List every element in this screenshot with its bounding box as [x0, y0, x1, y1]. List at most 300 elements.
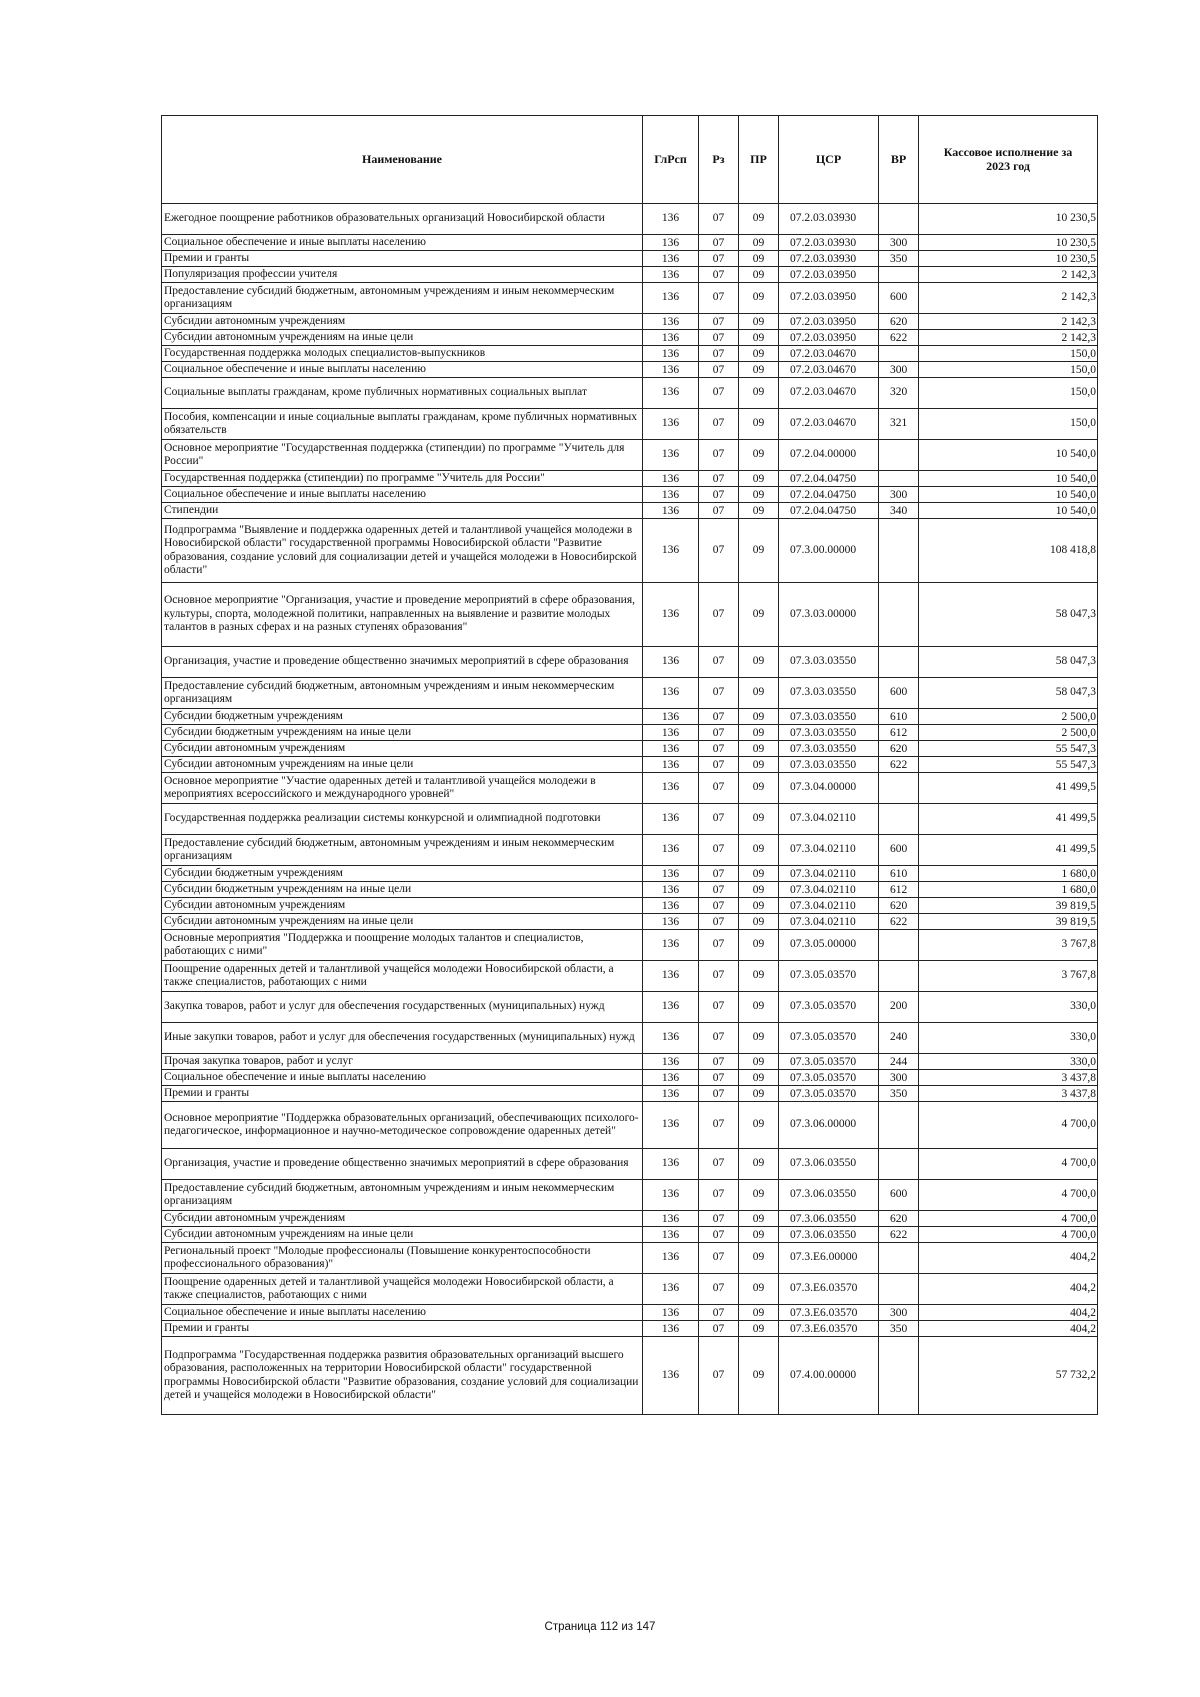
cell-csr: 07.4.00.00000: [779, 1337, 879, 1415]
cell-vr: 300: [879, 235, 919, 251]
table-row: [162, 1086, 1098, 1102]
cell-rz: 07: [699, 1023, 739, 1054]
cell-rz: 07: [699, 440, 739, 471]
cell-amount: 10 230,5: [919, 251, 1098, 267]
cell-pr: 09: [739, 961, 779, 992]
cell-vr: [879, 930, 919, 961]
cell-amount: 330,0: [919, 992, 1098, 1023]
cell-amount: 2 142,3: [919, 314, 1098, 330]
cell-vr: [879, 346, 919, 362]
cell-rz: 07: [699, 804, 739, 835]
cell-amount: 150,0: [919, 378, 1098, 409]
cell-pr: 09: [739, 1102, 779, 1149]
cell-amount: 404,2: [919, 1305, 1098, 1321]
cell-name: Субсидии бюджетным учреждениям на иные цели: [162, 725, 643, 741]
cell-amount: 330,0: [919, 1054, 1098, 1070]
cell-name: Популяризация профессии учителя: [162, 267, 643, 283]
cell-pr: 09: [739, 773, 779, 804]
cell-vr: 321: [879, 409, 919, 440]
cell-amount: 10 540,0: [919, 471, 1098, 487]
cell-pr: 09: [739, 1149, 779, 1180]
cell-csr: 07.3.05.03570: [779, 1086, 879, 1102]
cell-glrsp: 136: [643, 1274, 699, 1305]
cell-name: Основные мероприятия "Поддержка и поощрение молодых талантов и специалистов, работающих с ними": [162, 930, 643, 961]
cell-name: Основное мероприятие "Участие одаренных детей и талантливой учащейся молодежи в мероприятиях всероссийского и международного уровней": [162, 773, 643, 804]
cell-rz: 07: [699, 1337, 739, 1415]
cell-rz: 07: [699, 835, 739, 866]
cell-name: Поощрение одаренных детей и талантливой учащейся молодежи Новосибирской области, а также специалистов, работающих с ними: [162, 961, 643, 992]
cell-vr: 200: [879, 992, 919, 1023]
cell-rz: 07: [699, 471, 739, 487]
cell-pr: 09: [739, 804, 779, 835]
cell-csr: 07.3.03.03550: [779, 647, 879, 678]
cell-amount: 1 680,0: [919, 882, 1098, 898]
cell-glrsp: 136: [643, 1149, 699, 1180]
cell-amount: 3 437,8: [919, 1086, 1098, 1102]
cell-glrsp: 136: [643, 1227, 699, 1243]
table-row: [162, 267, 1098, 283]
cell-rz: 07: [699, 898, 739, 914]
cell-pr: 09: [739, 251, 779, 267]
cell-glrsp: 136: [643, 1211, 699, 1227]
cell-amount: 10 540,0: [919, 440, 1098, 471]
table-row: [162, 1070, 1098, 1086]
cell-amount: 330,0: [919, 1023, 1098, 1054]
cell-vr: [879, 440, 919, 471]
cell-pr: 09: [739, 346, 779, 362]
cell-amount: 2 500,0: [919, 709, 1098, 725]
cell-glrsp: 136: [643, 362, 699, 378]
cell-rz: 07: [699, 1070, 739, 1086]
cell-csr: 07.3.04.02110: [779, 835, 879, 866]
cell-amount: 404,2: [919, 1321, 1098, 1337]
cell-glrsp: 136: [643, 757, 699, 773]
table-row: [162, 503, 1098, 519]
table-row: [162, 725, 1098, 741]
cell-csr: 07.2.03.04670: [779, 346, 879, 362]
table-row: [162, 898, 1098, 914]
cell-amount: 58 047,3: [919, 678, 1098, 709]
cell-name: Предоставление субсидий бюджетным, автономным учреждениям и иным некоммерческим организациям: [162, 835, 643, 866]
cell-pr: 09: [739, 583, 779, 647]
cell-rz: 07: [699, 930, 739, 961]
cell-csr: 07.2.03.03950: [779, 314, 879, 330]
cell-rz: 07: [699, 283, 739, 314]
cell-amount: 108 418,8: [919, 519, 1098, 583]
cell-glrsp: 136: [643, 804, 699, 835]
header-amount: [919, 116, 1098, 204]
cell-csr: 07.3.04.02110: [779, 914, 879, 930]
cell-csr: 07.2.03.03930: [779, 235, 879, 251]
table-row: [162, 1149, 1098, 1180]
cell-vr: 600: [879, 835, 919, 866]
cell-glrsp: 136: [643, 1102, 699, 1149]
cell-rz: 07: [699, 1243, 739, 1274]
cell-pr: 09: [739, 314, 779, 330]
table-row: [162, 930, 1098, 961]
cell-amount: 2 142,3: [919, 267, 1098, 283]
cell-vr: [879, 1337, 919, 1415]
cell-name: Субсидии автономным учреждениям: [162, 314, 643, 330]
cell-csr: 07.3.05.03570: [779, 1070, 879, 1086]
cell-csr: 07.3.06.03550: [779, 1227, 879, 1243]
cell-glrsp: 136: [643, 409, 699, 440]
cell-vr: 300: [879, 487, 919, 503]
cell-vr: [879, 773, 919, 804]
cell-amount: 58 047,3: [919, 647, 1098, 678]
cell-csr: 07.3.00.00000: [779, 519, 879, 583]
cell-glrsp: 136: [643, 930, 699, 961]
header-pr: ПР: [739, 116, 779, 204]
table-row: [162, 647, 1098, 678]
table-row: [162, 583, 1098, 647]
table-row: [162, 992, 1098, 1023]
header-glrsp: ГлРсп: [643, 116, 699, 204]
cell-amount: 1 680,0: [919, 866, 1098, 882]
cell-vr: 622: [879, 757, 919, 773]
cell-name: Социальные выплаты гражданам, кроме публичных нормативных социальных выплат: [162, 378, 643, 409]
cell-csr: 07.3.06.03550: [779, 1180, 879, 1211]
cell-name: Ежегодное поощрение работников образовательных организаций Новосибирской области: [162, 204, 643, 235]
table-row: [162, 1054, 1098, 1070]
cell-amount: 4 700,0: [919, 1180, 1098, 1211]
table-row: [162, 487, 1098, 503]
cell-amount: 41 499,5: [919, 804, 1098, 835]
cell-csr: 07.2.04.04750: [779, 487, 879, 503]
cell-amount: 58 047,3: [919, 583, 1098, 647]
cell-glrsp: 136: [643, 1054, 699, 1070]
cell-rz: 07: [699, 866, 739, 882]
cell-csr: 07.3.03.03550: [779, 741, 879, 757]
cell-pr: 09: [739, 1227, 779, 1243]
cell-csr: 07.3.04.00000: [779, 773, 879, 804]
table-row: [162, 1102, 1098, 1149]
cell-glrsp: 136: [643, 725, 699, 741]
cell-csr: 07.3.E6.03570: [779, 1305, 879, 1321]
cell-amount: 4 700,0: [919, 1149, 1098, 1180]
cell-amount: 150,0: [919, 362, 1098, 378]
cell-amount: 3 437,8: [919, 1070, 1098, 1086]
cell-csr: 07.2.03.03930: [779, 204, 879, 235]
cell-name: Премии и гранты: [162, 1086, 643, 1102]
cell-vr: 350: [879, 251, 919, 267]
cell-glrsp: 136: [643, 961, 699, 992]
header-name: Наименование: [162, 116, 643, 204]
cell-vr: 320: [879, 378, 919, 409]
cell-glrsp: 136: [643, 440, 699, 471]
cell-rz: 07: [699, 346, 739, 362]
cell-vr: [879, 267, 919, 283]
cell-glrsp: 136: [643, 378, 699, 409]
cell-csr: 07.2.03.03930: [779, 251, 879, 267]
cell-amount: 10 230,5: [919, 235, 1098, 251]
cell-amount: 404,2: [919, 1243, 1098, 1274]
cell-glrsp: 136: [643, 835, 699, 866]
table-row: [162, 866, 1098, 882]
cell-pr: 09: [739, 914, 779, 930]
cell-name: Субсидии автономным учреждениям на иные цели: [162, 757, 643, 773]
cell-name: Закупка товаров, работ и услуг для обеспечения государственных (муниципальных) нужд: [162, 992, 643, 1023]
table-row: [162, 757, 1098, 773]
cell-rz: 07: [699, 583, 739, 647]
cell-csr: 07.3.E6.00000: [779, 1243, 879, 1274]
cell-vr: [879, 647, 919, 678]
cell-vr: 612: [879, 725, 919, 741]
cell-pr: 09: [739, 1305, 779, 1321]
cell-csr: 07.3.E6.03570: [779, 1321, 879, 1337]
cell-pr: 09: [739, 235, 779, 251]
cell-amount: 4 700,0: [919, 1211, 1098, 1227]
table-row: [162, 961, 1098, 992]
cell-name: Предоставление субсидий бюджетным, автономным учреждениям и иным некоммерческим организациям: [162, 1180, 643, 1211]
cell-glrsp: 136: [643, 741, 699, 757]
table-row: [162, 1305, 1098, 1321]
cell-name: Субсидии автономным учреждениям: [162, 898, 643, 914]
cell-name: Стипендии: [162, 503, 643, 519]
cell-name: Социальное обеспечение и иные выплаты населению: [162, 1070, 643, 1086]
cell-vr: [879, 519, 919, 583]
cell-rz: 07: [699, 314, 739, 330]
cell-glrsp: 136: [643, 992, 699, 1023]
cell-rz: 07: [699, 757, 739, 773]
cell-rz: 07: [699, 1305, 739, 1321]
cell-vr: [879, 204, 919, 235]
cell-glrsp: 136: [643, 1305, 699, 1321]
cell-glrsp: 136: [643, 314, 699, 330]
cell-glrsp: 136: [643, 583, 699, 647]
cell-vr: [879, 1243, 919, 1274]
table-row: [162, 1227, 1098, 1243]
cell-csr: 07.2.04.00000: [779, 440, 879, 471]
cell-name: Поощрение одаренных детей и талантливой учащейся молодежи Новосибирской области, а также специалистов, работающих с ними: [162, 1274, 643, 1305]
cell-csr: 07.3.06.03550: [779, 1211, 879, 1227]
cell-rz: 07: [699, 330, 739, 346]
cell-amount: 55 547,3: [919, 741, 1098, 757]
cell-pr: 09: [739, 409, 779, 440]
cell-glrsp: 136: [643, 487, 699, 503]
cell-rz: 07: [699, 992, 739, 1023]
table-row: [162, 362, 1098, 378]
cell-csr: 07.3.05.03570: [779, 992, 879, 1023]
cell-csr: 07.3.05.03570: [779, 1054, 879, 1070]
cell-pr: 09: [739, 1337, 779, 1415]
cell-csr: 07.3.E6.03570: [779, 1274, 879, 1305]
cell-vr: [879, 1274, 919, 1305]
cell-pr: 09: [739, 204, 779, 235]
cell-csr: 07.3.05.03570: [779, 961, 879, 992]
table-row: [162, 409, 1098, 440]
cell-vr: [879, 583, 919, 647]
cell-pr: 09: [739, 835, 779, 866]
table-row: [162, 835, 1098, 866]
cell-csr: 07.3.04.02110: [779, 866, 879, 882]
cell-pr: 09: [739, 725, 779, 741]
cell-vr: 620: [879, 1211, 919, 1227]
cell-vr: 300: [879, 362, 919, 378]
cell-csr: 07.3.05.03570: [779, 1023, 879, 1054]
cell-csr: 07.3.06.03550: [779, 1149, 879, 1180]
cell-rz: 07: [699, 362, 739, 378]
table-row: [162, 471, 1098, 487]
cell-glrsp: 136: [643, 1070, 699, 1086]
table-row: [162, 204, 1098, 235]
cell-glrsp: 136: [643, 866, 699, 882]
cell-rz: 07: [699, 1227, 739, 1243]
cell-vr: 622: [879, 330, 919, 346]
cell-pr: 09: [739, 1023, 779, 1054]
table-row: [162, 346, 1098, 362]
cell-pr: 09: [739, 1211, 779, 1227]
cell-rz: 07: [699, 1321, 739, 1337]
cell-pr: 09: [739, 757, 779, 773]
cell-vr: 350: [879, 1086, 919, 1102]
cell-csr: 07.2.03.03950: [779, 283, 879, 314]
cell-csr: 07.3.04.02110: [779, 882, 879, 898]
cell-vr: 300: [879, 1070, 919, 1086]
budget-table: [161, 115, 1098, 1415]
cell-rz: 07: [699, 882, 739, 898]
cell-csr: 07.2.03.03950: [779, 267, 879, 283]
cell-pr: 09: [739, 471, 779, 487]
cell-pr: 09: [739, 1070, 779, 1086]
table-header-row: [162, 116, 1098, 204]
cell-csr: 07.2.04.04750: [779, 471, 879, 487]
cell-rz: 07: [699, 1180, 739, 1211]
cell-pr: 09: [739, 267, 779, 283]
table-row: [162, 914, 1098, 930]
cell-vr: 622: [879, 1227, 919, 1243]
cell-vr: 620: [879, 741, 919, 757]
cell-name: Субсидии автономным учреждениям: [162, 741, 643, 757]
cell-pr: 09: [739, 519, 779, 583]
cell-glrsp: 136: [643, 1337, 699, 1415]
cell-amount: 404,2: [919, 1274, 1098, 1305]
cell-name: Подпрограмма "Выявление и поддержка одаренных детей и талантливой учащейся молодежи в Новосибирской области" государственной программы Новосибирской области "Развитие образования, создание условий для социализации детей и учащейся молодежи в Новосибирской области": [162, 519, 643, 583]
cell-vr: 610: [879, 866, 919, 882]
cell-name: Государственная поддержка реализации системы конкурсной и олимпиадной подготовки: [162, 804, 643, 835]
cell-name: Премии и гранты: [162, 1321, 643, 1337]
cell-csr: 07.3.03.00000: [779, 583, 879, 647]
cell-rz: 07: [699, 1054, 739, 1070]
cell-csr: 07.3.05.00000: [779, 930, 879, 961]
cell-pr: 09: [739, 1243, 779, 1274]
table-row: [162, 519, 1098, 583]
cell-glrsp: 136: [643, 882, 699, 898]
cell-glrsp: 136: [643, 773, 699, 804]
cell-glrsp: 136: [643, 330, 699, 346]
table-row: [162, 1023, 1098, 1054]
cell-name: Социальное обеспечение и иные выплаты населению: [162, 487, 643, 503]
cell-vr: 620: [879, 898, 919, 914]
cell-name: Предоставление субсидий бюджетным, автономным учреждениям и иным некоммерческим организациям: [162, 678, 643, 709]
cell-rz: 07: [699, 235, 739, 251]
cell-vr: [879, 1149, 919, 1180]
cell-pr: 09: [739, 362, 779, 378]
header-rz: Рз: [699, 116, 739, 204]
cell-glrsp: 136: [643, 678, 699, 709]
cell-pr: 09: [739, 992, 779, 1023]
cell-vr: 300: [879, 1305, 919, 1321]
cell-amount: 4 700,0: [919, 1227, 1098, 1243]
cell-pr: 09: [739, 1274, 779, 1305]
page-number: Страница 112 из 147: [544, 1621, 656, 1633]
cell-name: Организация, участие и проведение общественно значимых мероприятий в сфере образования: [162, 647, 643, 678]
cell-rz: 07: [699, 519, 739, 583]
header-amount-line1: Кассовое исполнение за: [943, 145, 1073, 159]
table-row: [162, 1243, 1098, 1274]
cell-name: Субсидии автономным учреждениям на иные цели: [162, 914, 643, 930]
cell-amount: 10 540,0: [919, 503, 1098, 519]
cell-name: Субсидии бюджетным учреждениям: [162, 709, 643, 725]
cell-name: Премии и гранты: [162, 251, 643, 267]
cell-rz: 07: [699, 678, 739, 709]
cell-rz: 07: [699, 1211, 739, 1227]
cell-rz: 07: [699, 773, 739, 804]
cell-rz: 07: [699, 204, 739, 235]
cell-name: Пособия, компенсации и иные социальные выплаты гражданам, кроме публичных нормативных обязательств: [162, 409, 643, 440]
cell-name: Государственная поддержка (стипендии) по программе "Учитель для России": [162, 471, 643, 487]
cell-csr: 07.3.03.03550: [779, 709, 879, 725]
table-row: [162, 1337, 1098, 1415]
cell-glrsp: 136: [643, 503, 699, 519]
cell-pr: 09: [739, 1321, 779, 1337]
cell-vr: 600: [879, 1180, 919, 1211]
cell-glrsp: 136: [643, 647, 699, 678]
header-amount-line2: 2023 год: [986, 158, 1030, 173]
cell-name: Социальное обеспечение и иные выплаты населению: [162, 1305, 643, 1321]
cell-csr: 07.2.03.04670: [779, 409, 879, 440]
table-row: [162, 1211, 1098, 1227]
table-row: [162, 378, 1098, 409]
cell-csr: 07.2.03.04670: [779, 362, 879, 378]
cell-amount: 150,0: [919, 409, 1098, 440]
table-row: [162, 440, 1098, 471]
cell-pr: 09: [739, 283, 779, 314]
cell-vr: 600: [879, 283, 919, 314]
header-vr: ВР: [879, 116, 919, 204]
cell-name: Субсидии автономным учреждениям на иные цели: [162, 1227, 643, 1243]
cell-csr: 07.2.03.03950: [779, 330, 879, 346]
cell-csr: 07.3.03.03550: [779, 725, 879, 741]
cell-vr: [879, 1102, 919, 1149]
cell-rz: 07: [699, 741, 739, 757]
cell-glrsp: 136: [643, 1180, 699, 1211]
cell-glrsp: 136: [643, 1086, 699, 1102]
cell-pr: 09: [739, 1086, 779, 1102]
cell-rz: 07: [699, 1086, 739, 1102]
cell-rz: 07: [699, 267, 739, 283]
cell-rz: 07: [699, 1102, 739, 1149]
cell-name: Социальное обеспечение и иные выплаты населению: [162, 362, 643, 378]
cell-amount: 41 499,5: [919, 773, 1098, 804]
cell-glrsp: 136: [643, 519, 699, 583]
cell-amount: 2 500,0: [919, 725, 1098, 741]
cell-csr: 07.3.06.00000: [779, 1102, 879, 1149]
cell-glrsp: 136: [643, 1321, 699, 1337]
cell-amount: 55 547,3: [919, 757, 1098, 773]
cell-vr: [879, 471, 919, 487]
cell-vr: [879, 961, 919, 992]
cell-pr: 09: [739, 930, 779, 961]
cell-name: Прочая закупка товаров, работ и услуг: [162, 1054, 643, 1070]
cell-amount: 39 819,5: [919, 898, 1098, 914]
cell-name: Подпрограмма "Государственная поддержка развития образовательных организаций высшего образования, расположенных на территории Новосибирской области" государственной программы Новосибирской области "Развитие образования, создание условий для социализации детей и учащейся молодежи в Новосибирской области": [162, 1337, 643, 1415]
table-row: [162, 235, 1098, 251]
cell-rz: 07: [699, 709, 739, 725]
cell-name: Субсидии бюджетным учреждениям на иные цели: [162, 882, 643, 898]
cell-rz: 07: [699, 647, 739, 678]
cell-csr: 07.2.04.04750: [779, 503, 879, 519]
